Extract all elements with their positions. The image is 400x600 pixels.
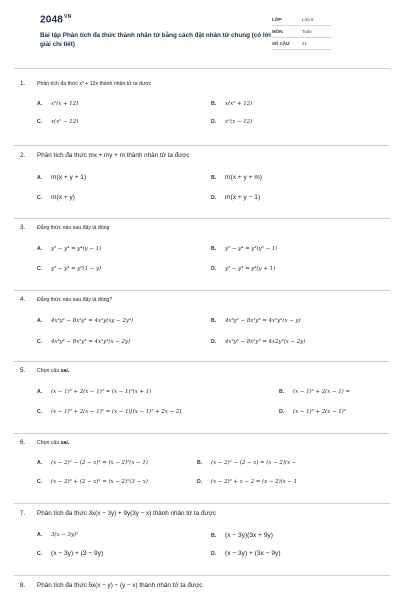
question-number: 7. (20, 510, 26, 517)
option-text: 3(x − 3y)² (51, 532, 79, 538)
question-text: Phân tích đa thức x³ + 12x thành nhân tử ta được (37, 81, 152, 87)
question-7 (20, 510, 394, 566)
question-number: 6. (20, 439, 26, 446)
option-d[interactable] (211, 266, 275, 272)
divider (14, 218, 390, 219)
option-d[interactable] (279, 409, 346, 415)
option-text: (x − 2)³ + (2 − x)² = (x − 2)²(3 − x) (51, 479, 148, 485)
question-text: Phân tích đa thức 5x(x − y) − (y − x) thành nhân tử ta được (37, 582, 203, 589)
question-8 (20, 582, 394, 596)
option-c[interactable] (37, 194, 75, 201)
option-d[interactable] (211, 550, 281, 557)
option-b[interactable] (211, 318, 301, 324)
option-text: 4x³y² − 8x²y³ = 4x2y²(x − 2y) (225, 339, 306, 345)
option-text: (x − 3y)(3x + 9y) (225, 532, 274, 539)
divider (14, 361, 390, 362)
option-label: C. (37, 479, 43, 485)
divider (14, 290, 390, 291)
meta-value: 21 (302, 41, 307, 46)
option-label: B. (197, 460, 203, 466)
option-label: A. (37, 532, 43, 538)
option-a[interactable] (37, 532, 78, 538)
option-label: A. (37, 318, 43, 324)
option-b[interactable] (211, 246, 277, 252)
question-number: 3. (20, 224, 26, 231)
option-label: D. (211, 195, 217, 201)
option-label: B. (211, 246, 217, 252)
question-1 (20, 80, 394, 132)
option-label: C. (37, 551, 43, 557)
option-text: y⁵ − y⁴ = y⁴(y + 1) (225, 266, 276, 272)
option-b[interactable] (211, 101, 252, 107)
header (20, 0, 386, 64)
option-a[interactable] (37, 174, 86, 181)
option-c[interactable] (37, 550, 103, 557)
option-c[interactable] (37, 339, 130, 345)
option-label: B. (211, 318, 217, 324)
question-text: Phân tích đa thức 3x(x − 3y) + 9y(3y − x) thành nhân tử ta được (37, 510, 217, 517)
meta-value: Toán (302, 29, 312, 34)
option-a[interactable] (37, 460, 148, 466)
divider (14, 503, 390, 504)
option-text: y⁵ − y⁴ = y³(y² − 1) (225, 246, 278, 252)
option-label: D. (211, 551, 217, 557)
question-number: 1. (20, 80, 26, 87)
option-d[interactable] (211, 194, 260, 201)
option-d[interactable] (197, 479, 297, 485)
question-text: Phân tích đa thức mx + my + m thành nhân tử ta được (37, 152, 190, 159)
option-text: (x − 1)³ + 2(x − 1)² = (x − 1)²(x + 1) (51, 389, 152, 395)
question-emphasis: sai. (60, 440, 70, 446)
divider (14, 575, 390, 576)
meta-box (272, 14, 332, 50)
divider (14, 433, 390, 434)
option-text: x(x² + 12) (225, 101, 253, 107)
option-label: D. (211, 119, 217, 125)
option-label: D. (211, 266, 217, 272)
option-d[interactable] (211, 339, 305, 345)
option-b[interactable] (211, 174, 262, 181)
question-number: 2. (20, 152, 26, 159)
option-label: C. (37, 119, 43, 125)
option-text: x²(x + 12) (51, 101, 79, 107)
meta-key: MÔN: (272, 29, 284, 34)
question-2 (20, 152, 394, 204)
option-label: B. (211, 533, 217, 539)
document-title: Bài tập Phân tích đa thức thành nhân tử bằng cách đặt nhân tử chung (có lời giải chi tiết) (40, 32, 271, 48)
option-text: (x − 3y) + (3 − 9y) (51, 550, 104, 557)
option-text: x(x² − 12) (51, 119, 79, 125)
option-c[interactable] (37, 119, 78, 125)
question-5 (20, 367, 394, 423)
option-text: x²(x − 12) (225, 119, 253, 125)
option-label: B. (279, 389, 285, 395)
option-text: 4x³y² − 8x²y³ = 4x²y²(x − y) (225, 318, 301, 324)
option-text: m(x + y + 1) (51, 174, 87, 181)
option-a[interactable] (37, 101, 78, 107)
option-text: (x − 2)² − (2 − x)³ = (x − 2)²(x − 1) (51, 460, 148, 466)
option-text: y⁵ − y⁴ = y⁵(1 − y) (51, 266, 102, 272)
option-text: (x − 3y) + (3x − 9y) (225, 550, 281, 557)
option-b[interactable] (211, 532, 273, 539)
option-d[interactable] (211, 119, 252, 125)
option-text: (x − 1)³ + 2(x − 1) = (293, 389, 351, 395)
option-label: A. (37, 175, 43, 181)
option-text: (x − 1)³ + 2(x − 1)² = (x − 1)[(x − 1)² + 2x − 2] (51, 409, 182, 415)
question-number: 8. (20, 582, 26, 589)
question-emphasis: sai. (60, 368, 70, 374)
option-text: m(x + y) (51, 194, 75, 201)
option-text: m(x + y − 1) (225, 194, 261, 201)
brand-logo[interactable] (40, 14, 71, 25)
meta-row-count (272, 38, 332, 50)
option-label: C. (37, 339, 43, 345)
option-label: D. (279, 409, 285, 415)
option-c[interactable] (37, 266, 101, 272)
option-b[interactable] (279, 389, 350, 395)
meta-value: Lớp 8 (302, 17, 314, 22)
meta-row-grade (272, 14, 332, 26)
meta-key: LỚP: (272, 17, 283, 22)
option-label: A. (37, 389, 43, 395)
question-number: 5. (20, 367, 26, 374)
question-4 (20, 296, 394, 352)
meta-key: SỐ CÂU: (272, 41, 291, 46)
option-label: C. (37, 409, 43, 415)
option-label: A. (37, 246, 43, 252)
option-text: m(x + y + m) (225, 174, 262, 181)
option-a[interactable] (37, 246, 101, 252)
divider (14, 145, 390, 146)
option-label: D. (211, 339, 217, 345)
option-text: 4x³y² − 8x²y³ = 4x²y(xy − 2y²) (51, 318, 134, 324)
option-label: C. (37, 195, 43, 201)
question-3 (20, 224, 394, 280)
option-label: A. (37, 460, 43, 466)
question-6 (20, 439, 394, 495)
option-b[interactable] (197, 460, 296, 466)
option-text: 4x³y² − 8x²y³ = 4x²y²(x − 2y) (51, 339, 131, 345)
option-label: C. (37, 266, 43, 272)
divider (14, 68, 390, 69)
meta-row-subject (272, 26, 332, 38)
question-text: Đẳng thức nào sau đây là đúng? (37, 297, 113, 303)
question-number: 4. (20, 296, 26, 303)
brand-suffix: VN (64, 14, 72, 20)
option-text: (x − 1)³ + 2(x − 1)² (293, 409, 346, 415)
option-text: (x − 2)² − (2 − x) = (x − 2)(x − (211, 460, 297, 466)
option-text: (x − 2)² + x − 2 = (x − 2)(x − 1 (211, 479, 298, 485)
brand-name: 2048 (40, 14, 64, 26)
question-text: Chọn câu (37, 440, 61, 446)
option-label: B. (211, 175, 217, 181)
question-text: Đẳng thức nào sau đây là đúng (37, 225, 110, 231)
option-label: B. (211, 101, 217, 107)
option-text: y⁵ − y⁴ = y⁴(y − 1) (51, 246, 102, 252)
question-text: Chọn câu (37, 368, 61, 374)
option-c[interactable] (37, 409, 181, 415)
option-label: D. (197, 479, 203, 485)
option-label: A. (37, 101, 43, 107)
option-a[interactable] (37, 318, 133, 324)
option-c[interactable] (37, 479, 148, 485)
option-a[interactable] (37, 389, 151, 395)
